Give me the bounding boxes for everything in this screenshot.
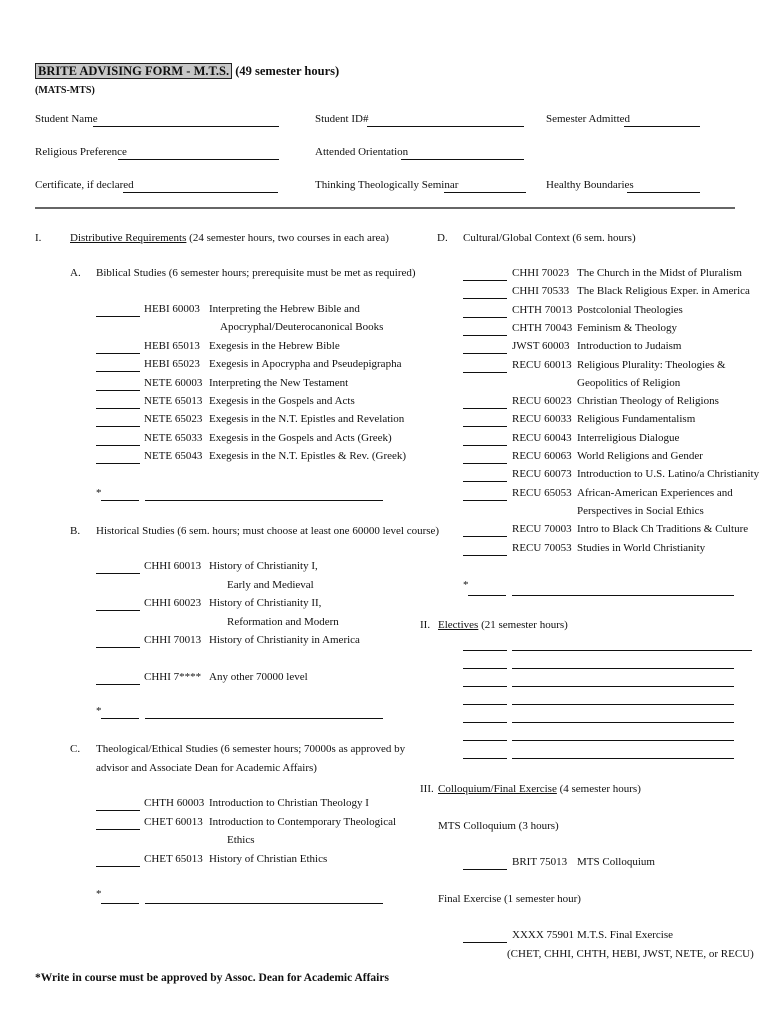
course-code: CHTH 70013 (512, 303, 573, 316)
course-code: CHHI 70013 (144, 634, 202, 647)
write-in-course-blank[interactable] (512, 595, 734, 596)
course-title: History of Christianity in America (209, 634, 360, 647)
course-check-blank[interactable] (463, 408, 507, 409)
course-title: Postcolonial Theologies (577, 303, 683, 316)
course-code: NETE 60003 (144, 376, 203, 389)
write-in-check-blank[interactable] (101, 903, 139, 904)
course-check-blank[interactable] (96, 426, 140, 427)
course-check-blank[interactable] (96, 866, 140, 867)
write-in-check-blank[interactable] (101, 718, 139, 719)
write-in-course-blank[interactable] (145, 903, 383, 904)
form-title (35, 64, 339, 79)
course-title-continued: Geopolitics of Religion (577, 376, 681, 389)
course-title: Intro to Black Ch Traditions & Culture (577, 523, 749, 536)
colloquium-code: BRIT 75013 (512, 856, 568, 868)
course-title-continued: Early and Medieval (227, 578, 314, 591)
course-code: HEBI 60003 (144, 303, 200, 315)
certificate-field[interactable] (123, 192, 278, 193)
course-check-blank[interactable] (96, 573, 140, 574)
course-title: Feminism & Theology (577, 321, 678, 334)
attended-orientation-field[interactable] (401, 159, 524, 160)
course-check-blank[interactable] (96, 829, 140, 830)
course-title-continued: Perspectives in Social Ethics (577, 504, 704, 517)
course-code: CHHI 7**** (144, 671, 202, 683)
course-code: CHHI 70023 (512, 267, 570, 279)
course-check-blank[interactable] (463, 298, 507, 299)
healthy-boundaries-field[interactable] (627, 192, 700, 193)
course-title: World Religions and Gender (577, 450, 703, 462)
thinking-theologically-label: Thinking Theologically Seminar (315, 179, 459, 191)
form-subtitle: (MATS-MTS) (35, 85, 95, 96)
course-title-continued: Reformation and Modern (227, 615, 339, 628)
course-check-blank[interactable] (96, 371, 140, 372)
final-exercise-check-blank[interactable] (463, 942, 507, 943)
course-check-blank[interactable] (463, 335, 507, 336)
course-code: NETE 65013 (144, 395, 203, 407)
course-title: History of Christian Ethics (209, 852, 328, 865)
write-in-star: * (463, 579, 469, 591)
form-title-box: BRITE ADVISING FORM - M.T.S. (35, 63, 232, 79)
course-title: Exegesis in the N.T. Epistles and Revelation (209, 413, 405, 426)
religious-preference-label: Religious Preference (35, 146, 127, 158)
course-title: Exegesis in the Gospels and Acts (209, 395, 355, 407)
course-code: CHTH 70043 (512, 321, 573, 334)
section1-heading (70, 232, 389, 244)
section1-num: I. (35, 232, 42, 244)
course-check-blank[interactable] (463, 372, 507, 373)
write-in-star: * (96, 705, 102, 717)
elective-check-blank[interactable] (463, 686, 507, 687)
final-exercise-label: Final Exercise (1 semester hour) (438, 893, 581, 905)
course-code: RECU 65053 (512, 486, 572, 499)
course-code: RECU 60073 (512, 468, 572, 481)
sectionB-letter: B. (70, 525, 81, 537)
elective-course-blank[interactable] (512, 740, 734, 741)
sectionD-title: Cultural/Global Context (6 sem. hours) (463, 232, 636, 244)
course-title: Introduction to Christian Theology I (209, 797, 369, 809)
course-title: Exegesis in the Hebrew Bible (209, 339, 340, 352)
section3-num: III. (420, 783, 434, 795)
write-in-star: * (96, 487, 102, 499)
course-code: RECU 60043 (512, 431, 572, 444)
elective-check-blank[interactable] (463, 758, 507, 759)
footer-note: *Write in course must be approved by Assoc. Dean for Academic Affairs (35, 972, 389, 984)
sectionC-letter: C. (70, 743, 81, 755)
sectionA-title: Biblical Studies (6 semester hours; prerequisite must be met as required) (96, 267, 416, 279)
course-check-blank[interactable] (96, 684, 140, 685)
course-title-continued: Apocryphal/Deuterocanonical Books (220, 321, 384, 334)
section1-title: Distributive Requirements (70, 232, 187, 244)
colloquium-name: MTS Colloquium (577, 856, 655, 868)
course-title: Studies in World Christianity (577, 541, 706, 554)
course-title: Exegesis in the Gospels and Acts (Greek) (209, 431, 392, 444)
course-code: RECU 60023 (512, 395, 572, 408)
course-code: RECU 70003 (512, 523, 572, 536)
course-code: HEBI 65013 (144, 339, 200, 352)
course-title: Exegesis in the N.T. Epistles & Rev. (Greek) (209, 450, 407, 463)
course-title: Introduction to U.S. Latino/a Christianity (577, 468, 760, 481)
section3-note: (4 semester hours) (559, 783, 641, 795)
section1-note: (24 semester hours, two courses in each area) (189, 232, 389, 244)
section2-note: (21 semester hours) (481, 619, 568, 631)
sectionB-title: Historical Studies (6 sem. hours; must choose at least one 60000 level course) (96, 525, 440, 537)
course-title: Introduction to Judaism (577, 340, 682, 353)
course-title: Interreligious Dialogue (577, 431, 680, 444)
course-check-blank[interactable] (463, 536, 507, 537)
colloquium-check-blank[interactable] (463, 869, 507, 870)
elective-check-blank[interactable] (463, 704, 507, 705)
sectionC-title-line2: advisor and Associate Dean for Academic Affairs) (96, 762, 317, 774)
write-in-check-blank[interactable] (101, 500, 139, 501)
student-id-field[interactable] (367, 126, 524, 127)
elective-course-blank[interactable] (512, 758, 734, 759)
course-code: CHET 60013 (144, 815, 203, 828)
elective-check-blank[interactable] (463, 740, 507, 741)
course-title-continued: Ethics (227, 834, 255, 847)
section2-title: Electives (438, 619, 479, 631)
course-title: African-American Experiences and (577, 486, 733, 499)
course-title: Religious Plurality: Theologies & (577, 358, 726, 371)
elective-course-blank[interactable] (512, 704, 734, 705)
course-title: The Black Religious Exper. in America (577, 285, 750, 298)
write-in-course-blank[interactable] (145, 500, 383, 501)
header-divider (35, 207, 735, 209)
colloquium-label: MTS Colloquium (3 hours) (438, 820, 559, 832)
course-title: History of Christianity I, (209, 560, 318, 572)
student-name-label: Student Name (35, 113, 98, 125)
course-title: Any other 70000 level (209, 671, 308, 683)
elective-course-blank[interactable] (512, 686, 734, 687)
course-code: CHHI 70533 (512, 285, 570, 298)
course-check-blank[interactable] (96, 390, 140, 391)
course-check-blank[interactable] (463, 426, 507, 427)
write-in-course-blank[interactable] (145, 718, 383, 719)
section3-heading (438, 783, 641, 795)
course-check-blank[interactable] (463, 500, 507, 501)
religious-preference-field[interactable] (118, 159, 279, 160)
form-hours: (49 semester hours) (235, 64, 340, 78)
semester-admitted-field[interactable] (624, 126, 700, 127)
course-code: NETE 65033 (144, 431, 203, 444)
course-code: NETE 65023 (144, 413, 203, 426)
sectionD-letter: D. (437, 232, 448, 244)
course-code: HEBI 65023 (144, 358, 200, 371)
final-exercise-name: M.T.S. Final Exercise (577, 929, 674, 941)
course-check-blank[interactable] (96, 647, 140, 648)
final-exercise-note: (CHET, CHHI, CHTH, HEBI, JWST, NETE, or RECU) (507, 948, 754, 960)
course-check-blank[interactable] (463, 317, 507, 318)
course-check-blank[interactable] (96, 610, 140, 611)
write-in-star: * (96, 888, 102, 900)
course-title: Introduction to Contemporary Theological (209, 815, 397, 828)
course-check-blank[interactable] (96, 408, 140, 409)
course-title: Exegesis in Apocrypha and Pseudepigrapha (209, 358, 402, 371)
student-id-label: Student ID# (315, 113, 369, 125)
elective-check-blank[interactable] (463, 722, 507, 723)
course-check-blank[interactable] (463, 481, 507, 482)
course-title: History of Christianity II, (209, 597, 322, 610)
course-check-blank[interactable] (96, 463, 140, 464)
elective-course-blank[interactable] (512, 650, 752, 651)
course-title: Christian Theology of Religions (577, 395, 719, 408)
course-code: RECU 60013 (512, 358, 572, 371)
course-title: The Church in the Midst of Pluralism (577, 267, 742, 279)
section2-num: II. (420, 619, 431, 631)
course-code: CHET 65013 (144, 852, 203, 865)
section3-title: Colloquium/Final Exercise (438, 783, 557, 795)
course-check-blank[interactable] (463, 280, 507, 281)
course-code: CHTH 60003 (144, 797, 205, 809)
course-code: CHHI 60013 (144, 560, 202, 572)
sectionC-title-line1: Theological/Ethical Studies (6 semester hours; 70000s as approved by (96, 743, 406, 755)
course-title: Interpreting the Hebrew Bible and (209, 303, 360, 315)
healthy-boundaries-label: Healthy Boundaries (546, 179, 634, 191)
certificate-label: Certificate, if declared (35, 179, 134, 191)
course-code: RECU 70053 (512, 541, 572, 554)
course-check-blank[interactable] (96, 353, 140, 354)
elective-course-blank[interactable] (512, 668, 734, 669)
course-code: RECU 60063 (512, 450, 572, 462)
final-exercise-code: XXXX 75901 (512, 929, 575, 941)
course-check-blank[interactable] (463, 353, 507, 354)
elective-course-blank[interactable] (512, 722, 734, 723)
course-code: NETE 65043 (144, 450, 203, 463)
course-check-blank[interactable] (96, 316, 140, 317)
write-in-check-blank[interactable] (468, 595, 506, 596)
course-title: Religious Fundamentalism (577, 413, 696, 426)
course-code: JWST 60003 (512, 340, 570, 353)
student-name-field[interactable] (93, 126, 279, 127)
course-code: RECU 60033 (512, 413, 572, 426)
course-code: CHHI 60023 (144, 597, 202, 610)
course-check-blank[interactable] (463, 555, 507, 556)
course-check-blank[interactable] (463, 463, 507, 464)
thinking-theologically-field[interactable] (444, 192, 526, 193)
semester-admitted-label: Semester Admitted (546, 113, 631, 125)
elective-check-blank[interactable] (463, 668, 507, 669)
attended-orientation-label: Attended Orientation (315, 146, 409, 158)
sectionA-letter: A. (70, 267, 81, 279)
course-check-blank[interactable] (463, 445, 507, 446)
course-check-blank[interactable] (96, 445, 140, 446)
course-check-blank[interactable] (96, 810, 140, 811)
section2-heading (438, 619, 568, 631)
course-title: Interpreting the New Testament (209, 376, 349, 389)
elective-check-blank[interactable] (463, 650, 507, 651)
